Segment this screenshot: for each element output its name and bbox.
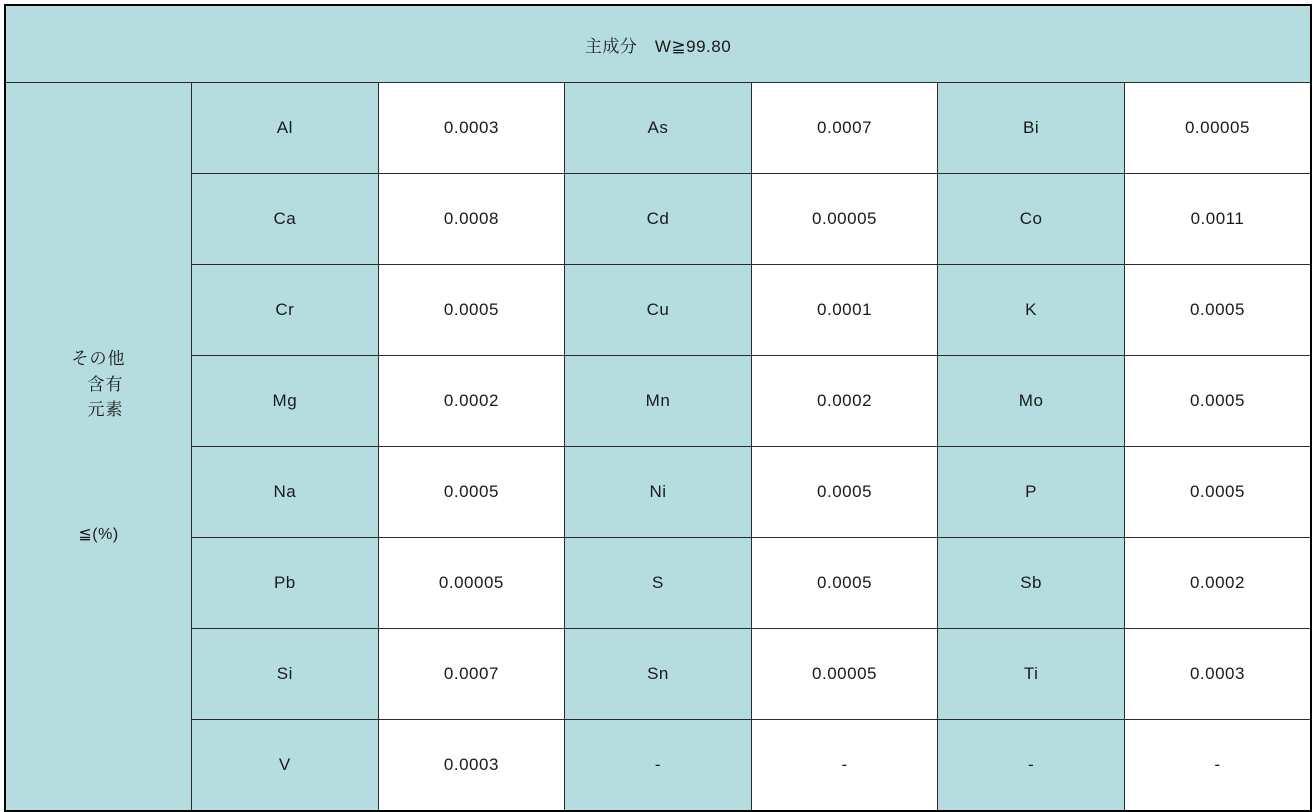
- element-value: 0.0005: [378, 265, 565, 356]
- element-value: 0.00005: [378, 538, 565, 629]
- element-name: Co: [938, 174, 1125, 265]
- element-value: 0.0005: [378, 447, 565, 538]
- element-value: 0.0003: [378, 720, 565, 812]
- element-name: Cr: [192, 265, 379, 356]
- table-row: [5, 356, 1311, 447]
- element-value: 0.00005: [751, 629, 938, 720]
- element-value: 0.0001: [751, 265, 938, 356]
- element-name: Sb: [938, 538, 1125, 629]
- element-value: 0.0007: [378, 629, 565, 720]
- element-value: 0.0011: [1124, 174, 1311, 265]
- element-name: K: [938, 265, 1125, 356]
- table-row: [5, 538, 1311, 629]
- element-value: 0.0007: [751, 83, 938, 174]
- element-value: 0.0005: [751, 538, 938, 629]
- element-name: Mo: [938, 356, 1125, 447]
- element-value: 0.0003: [1124, 629, 1311, 720]
- row-header-line2: 含有: [87, 374, 124, 394]
- element-name: -: [938, 720, 1125, 812]
- element-value: 0.0005: [1124, 356, 1311, 447]
- table-row: [5, 629, 1311, 720]
- element-name: Ti: [938, 629, 1125, 720]
- composition-table: [4, 4, 1312, 812]
- element-name: Al: [192, 83, 379, 174]
- element-name: Mg: [192, 356, 379, 447]
- element-name: Cu: [565, 265, 752, 356]
- table-row: [5, 265, 1311, 356]
- element-value: -: [1124, 720, 1311, 812]
- element-value: 0.0005: [1124, 447, 1311, 538]
- element-name: Ni: [565, 447, 752, 538]
- element-name: P: [938, 447, 1125, 538]
- element-value: 0.0003: [378, 83, 565, 174]
- element-value: 0.0008: [378, 174, 565, 265]
- element-name: Ca: [192, 174, 379, 265]
- element-name: Si: [192, 629, 379, 720]
- table-row: [5, 447, 1311, 538]
- element-value: -: [751, 720, 938, 812]
- element-value: 0.0002: [1124, 538, 1311, 629]
- element-value: 0.0005: [751, 447, 938, 538]
- element-name: Bi: [938, 83, 1125, 174]
- row-header-line1: その他: [71, 349, 126, 369]
- element-name: Cd: [565, 174, 752, 265]
- element-name: Pb: [192, 538, 379, 629]
- element-name: -: [565, 720, 752, 812]
- element-name: Sn: [565, 629, 752, 720]
- table-title-row: [5, 5, 1311, 83]
- element-name: Mn: [565, 356, 752, 447]
- element-value: 0.0002: [751, 356, 938, 447]
- table-title: 主成分 W≧99.80: [5, 5, 1311, 83]
- element-value: 0.00005: [1124, 83, 1311, 174]
- element-value: 0.00005: [751, 174, 938, 265]
- element-name: V: [192, 720, 379, 812]
- element-name: S: [565, 538, 752, 629]
- element-value: 0.0005: [1124, 265, 1311, 356]
- element-name: As: [565, 83, 752, 174]
- table-row: [5, 83, 1311, 174]
- table-row: [5, 174, 1311, 265]
- row-header-unit: ≦(%): [78, 525, 119, 543]
- element-value: 0.0002: [378, 356, 565, 447]
- row-header-other-elements: [5, 83, 192, 812]
- row-header-line3: 元素: [87, 400, 124, 420]
- table-row: [5, 720, 1311, 812]
- element-name: Na: [192, 447, 379, 538]
